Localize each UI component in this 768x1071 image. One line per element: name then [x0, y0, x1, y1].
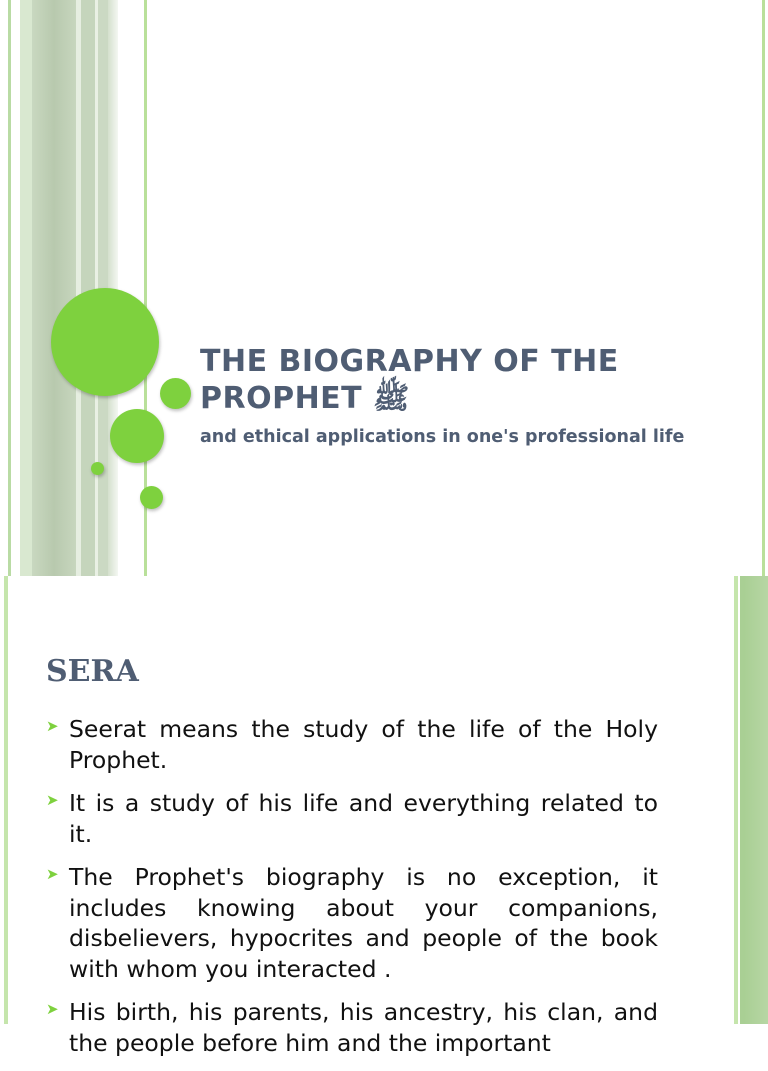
decorative-stripe	[32, 0, 76, 576]
list-item	[46, 714, 658, 775]
slide-subtitle: and ethical applications in one's professional life	[200, 427, 685, 447]
chevron-right-icon: ➤	[46, 865, 59, 883]
bullet-text: The Prophet's biography is no exception, it includes knowing about your companions, disbelievers, hypocrites and people of the book with whom you interacted .	[69, 863, 658, 983]
content-slide	[0, 576, 768, 1057]
list-item	[46, 862, 658, 984]
chevron-right-icon: ➤	[46, 717, 59, 735]
decorative-circle-small	[160, 378, 191, 409]
decorative-stripe	[81, 0, 95, 576]
decorative-circle-tiny	[91, 462, 104, 475]
decorative-circle-large	[51, 288, 159, 396]
decorative-circle-small	[140, 486, 163, 509]
chevron-right-icon: ➤	[46, 1000, 59, 1018]
bullet-text: Seerat means the study of the life of the Holy Prophet.	[69, 715, 658, 774]
decorative-line	[4, 576, 8, 1024]
decorative-stripe	[20, 0, 32, 576]
decorative-circle-medium	[110, 409, 164, 463]
chevron-right-icon: ➤	[46, 791, 59, 809]
list-item	[46, 997, 658, 1058]
slide-heading: SERA	[46, 654, 139, 689]
bullet-text: His birth, his parents, his ancestry, his clan, and the people before him and the important	[69, 998, 658, 1057]
bullet-text: It is a study of his life and everything related to it.	[69, 789, 658, 848]
list-item	[46, 788, 658, 849]
bullet-list	[46, 714, 658, 1071]
decorative-stripe	[8, 0, 11, 576]
decorative-stripe	[744, 576, 768, 1024]
decorative-line	[734, 576, 738, 1024]
decorative-line	[762, 0, 765, 576]
slide-title: THE BIOGRAPHY OF THE PROPHET ﷺ	[200, 344, 619, 416]
